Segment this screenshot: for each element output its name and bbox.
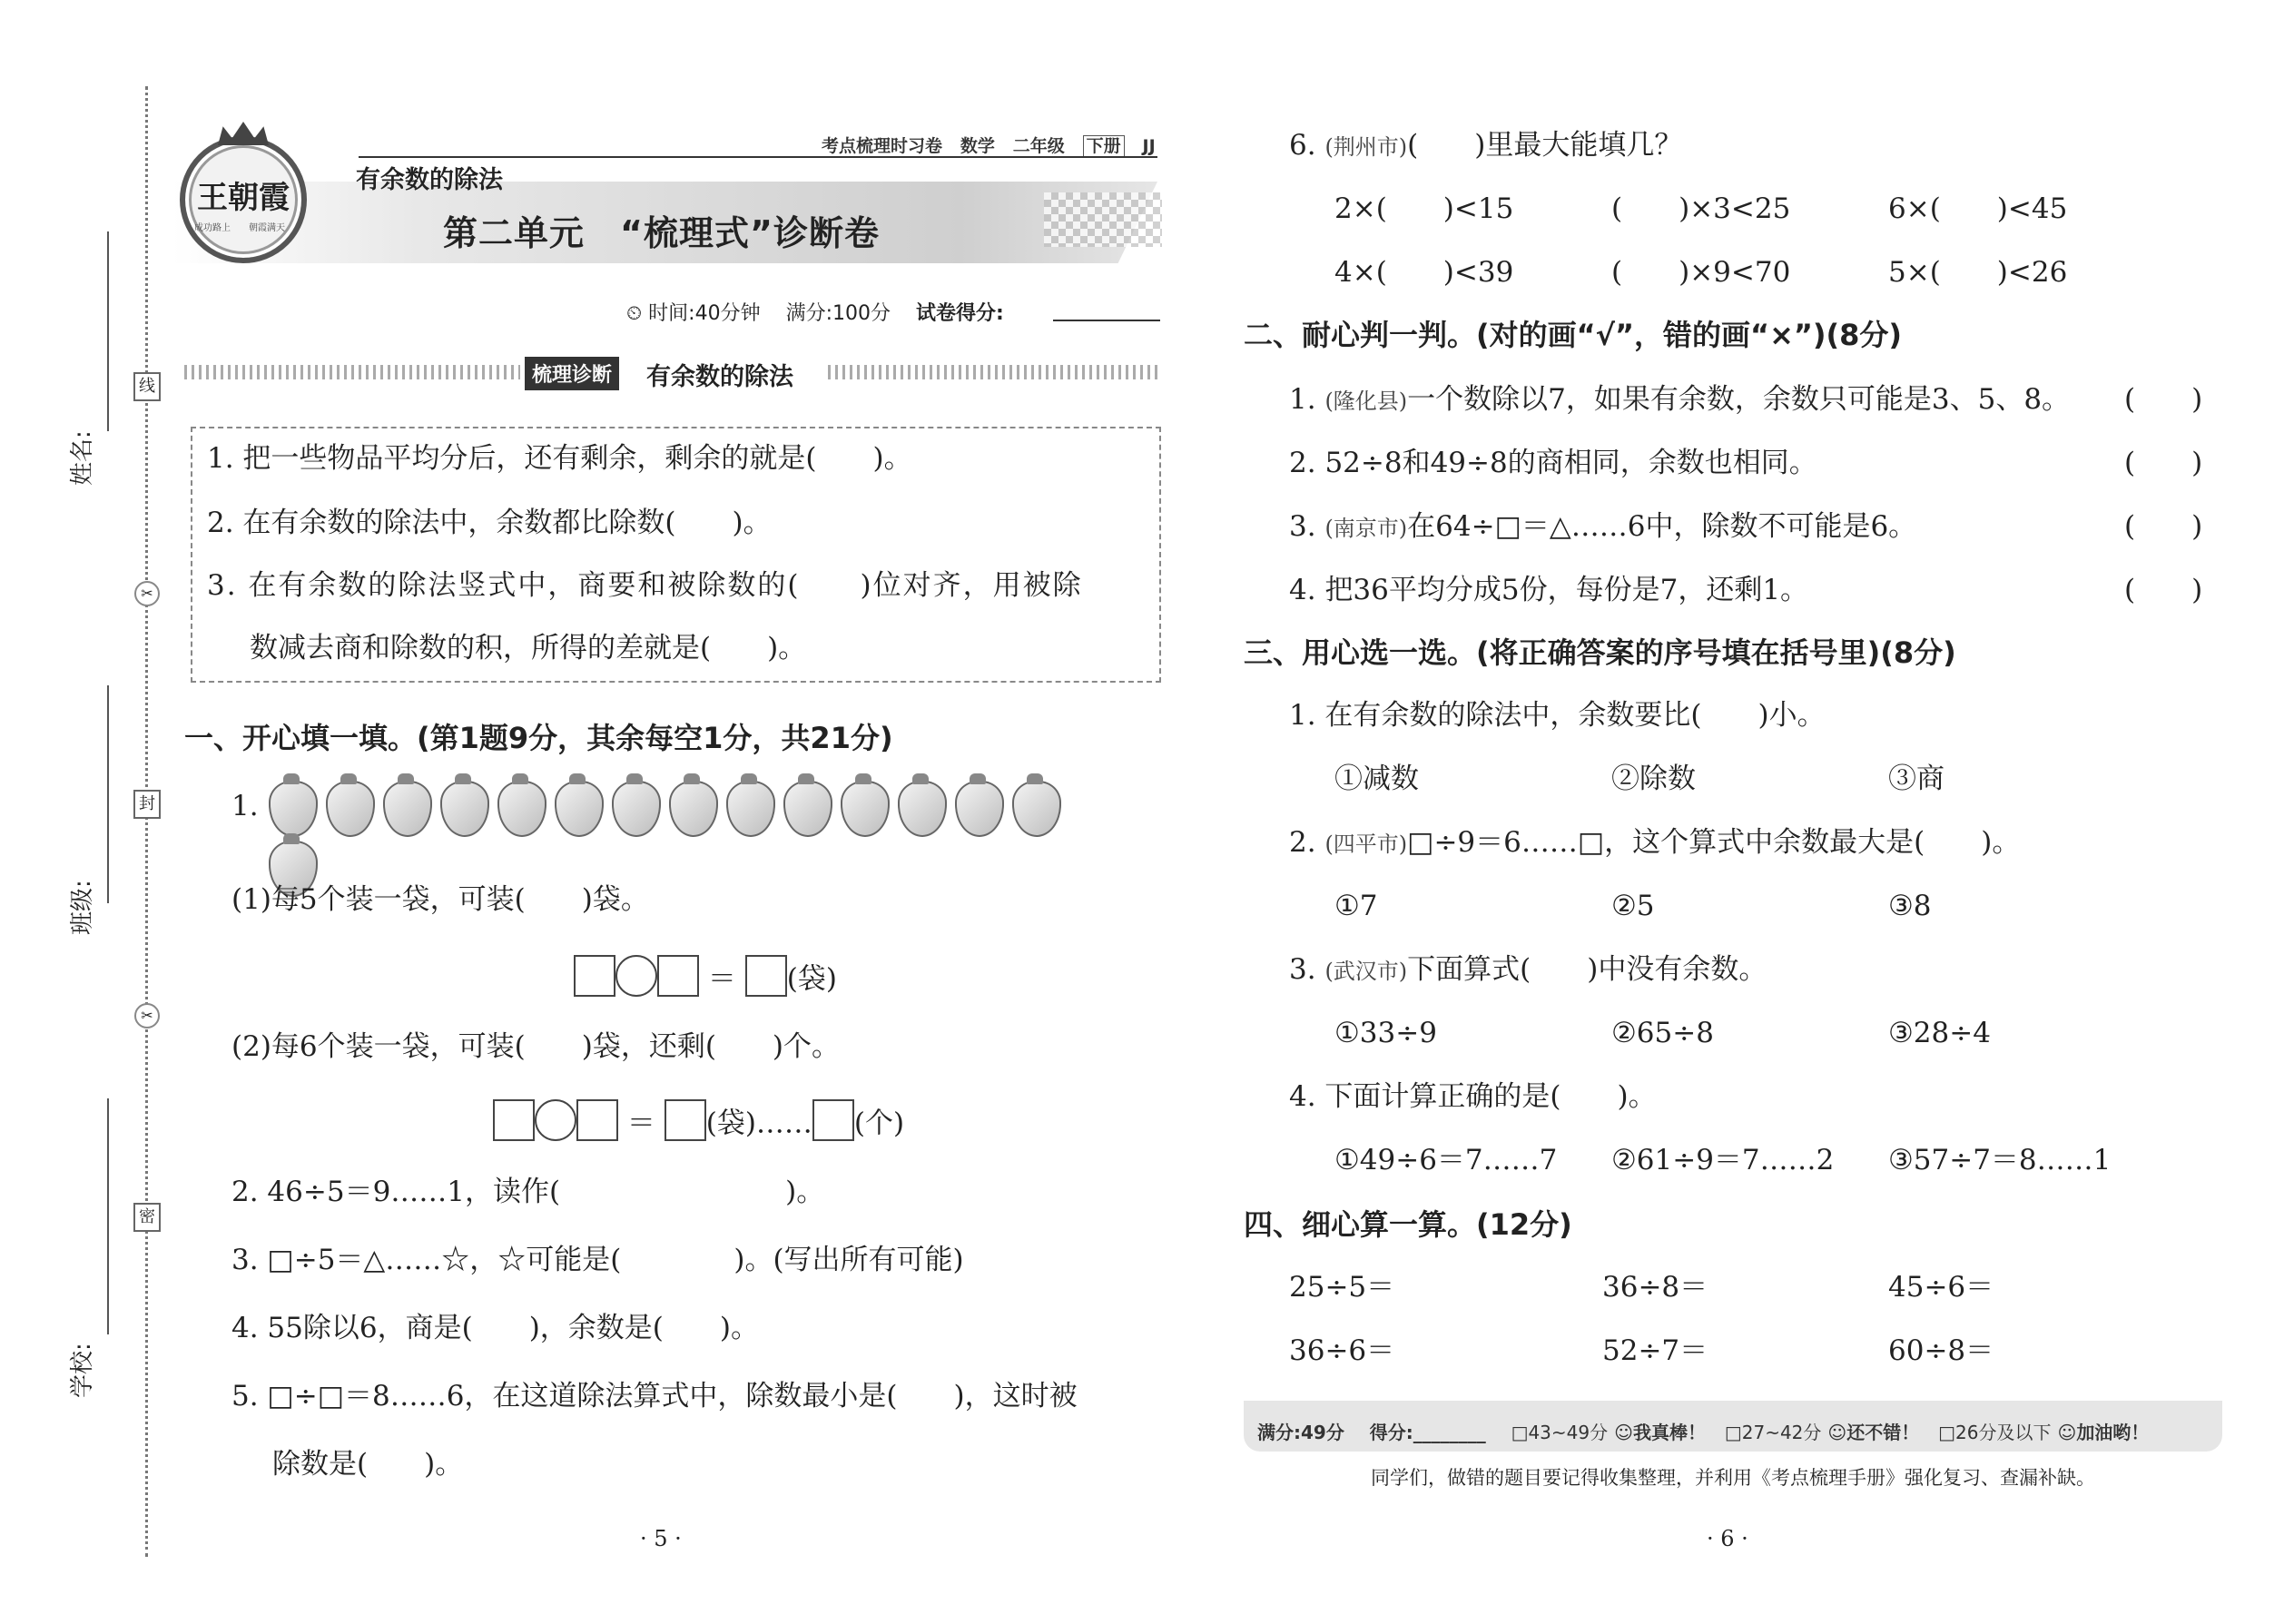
q6-item: 4×( )<39 [1334, 256, 1514, 289]
review-item: 3. 在有余数的除法竖式中，商要和被除数的( )位对齐，用被除 [207, 569, 1083, 602]
judge-answer-paren[interactable]: ( ) [2124, 574, 2203, 606]
choice-number: 2. [1289, 826, 1316, 859]
judge-text: 把36平均分成5份，每份是7，还剩1。 [1324, 574, 1809, 606]
choice-option[interactable]: ②除数 [1611, 763, 1696, 795]
choice-source: (武汉市) [1324, 959, 1408, 984]
review-badge: 梳理诊断 [525, 357, 619, 390]
judge-text: 一个数除以7，如果有余数，余数只可能是3、5、8。 [1407, 383, 2071, 416]
header-meta-rule [359, 156, 1157, 158]
q6-line [1289, 129, 1683, 162]
meta-score: 满分:100分 [785, 302, 891, 325]
q6-source: (荆州市) [1324, 134, 1408, 160]
footer-msg-1: 我真棒！ [1632, 1422, 1706, 1443]
smile-icon: ☺ [1614, 1422, 1633, 1443]
eggplant-icon [1012, 781, 1061, 837]
section1-heading: 一、开心填一填。(第1题9分，其余每空1分，共21分) [184, 721, 893, 755]
answer-box[interactable] [745, 955, 787, 997]
logo-text: 王朝霞 [197, 180, 290, 216]
answer-box[interactable] [665, 1099, 706, 1141]
binding-mark-feng: 封 [133, 790, 161, 819]
q1-number: 1. [231, 790, 259, 822]
section4-heading: 四、细心算一算。(12分) [1244, 1207, 1572, 1242]
choice-option[interactable]: ②61÷9＝7……2 [1611, 1144, 1835, 1176]
scissors-icon: ✂ [134, 581, 160, 606]
answer-box[interactable] [574, 955, 615, 997]
review-item: 2. 在有余数的除法中，余数都比除数( )。 [207, 507, 772, 539]
q6-item: 2×( )<15 [1334, 192, 1514, 225]
q4-text: 4. 55除以6，商是( )，余数是( )。 [231, 1312, 759, 1344]
header-subject: 数学 [960, 136, 995, 156]
judge-number: 3. [1289, 510, 1316, 543]
score-bar-content [1257, 1418, 2149, 1444]
unit-bags: (袋) [786, 962, 837, 996]
review-title: 有余数的除法 [646, 363, 793, 391]
footer-range-3[interactable]: □26分及以下 [1938, 1422, 2052, 1443]
q5-text-cont: 除数是( )。 [272, 1448, 464, 1481]
header-edition: JJ [1142, 136, 1156, 156]
equals-sign: ＝ [626, 1107, 655, 1140]
unit-bags-remainder: (袋)…… [705, 1107, 812, 1140]
eggplant-icon [726, 781, 775, 837]
q1-part-b: (2)每6个装一袋，可装( )袋，还剩( )个。 [231, 1030, 841, 1063]
smile-icon: ☺ [1827, 1422, 1847, 1443]
judge-answer-paren[interactable]: ( ) [2124, 383, 2203, 416]
name-label: 姓名: [69, 430, 96, 486]
header-series: 考点梳理时习卷 [822, 136, 943, 156]
class-field-line[interactable] [107, 685, 109, 903]
judge-item-1 [1289, 383, 2071, 416]
q6-text: ( )里最大能填几？ [1407, 129, 1683, 162]
judge-number: 2. [1289, 447, 1316, 479]
eggplant-icon [497, 781, 546, 837]
q1-a-equation [574, 955, 837, 997]
choice-option[interactable]: ③8 [1888, 890, 1932, 922]
clock-icon: ⏲ [626, 302, 643, 325]
eggplant-row [269, 781, 1086, 844]
meta-time: 时间:40分钟 [648, 302, 761, 325]
judge-item-4 [1289, 576, 1808, 605]
q3-text: 3. □÷5＝△……☆，☆可能是( )。(写出所有可能) [231, 1244, 964, 1276]
review-item: 1. 把一些物品平均分后，还有剩余，剩余的就是( )。 [207, 442, 912, 475]
binding-dashed-line [145, 86, 148, 1557]
judge-number: 4. [1289, 574, 1316, 606]
eggplant-icon [841, 781, 890, 837]
operator-circle[interactable] [615, 955, 657, 997]
choice-option[interactable]: ①49÷6＝7……7 [1334, 1144, 1558, 1176]
section3-heading: 三、用心选一选。(将正确答案的序号填在括号里)(8分) [1244, 635, 1956, 670]
equals-sign: ＝ [707, 962, 736, 996]
smile-icon: ☺ [2057, 1422, 2077, 1443]
page-title: 第二单元 “梳理式”诊断卷 [443, 213, 880, 253]
choice-option[interactable]: ③28÷4 [1888, 1017, 1991, 1049]
eggplant-icon [555, 781, 604, 837]
judge-answer-paren[interactable]: ( ) [2124, 510, 2203, 543]
choice-option[interactable]: ②65÷8 [1611, 1017, 1714, 1049]
logo-sub-right: 朝霞满天 [249, 223, 285, 233]
footer-full: 满分:49分 [1257, 1422, 1344, 1443]
logo-sub-left: 成功路上 [194, 223, 231, 233]
choice-option[interactable]: ①7 [1334, 890, 1378, 922]
footer-got[interactable]: 得分:________ [1369, 1422, 1486, 1443]
operator-circle[interactable] [535, 1099, 576, 1141]
eggplant-icon [669, 781, 718, 837]
judge-item-3 [1289, 510, 1917, 543]
calc-item: 25÷5＝ [1289, 1271, 1395, 1304]
choice-q4: 4. 下面计算正确的是( )。 [1289, 1080, 1657, 1113]
school-field-line[interactable] [107, 1098, 109, 1334]
choice-text: □÷9＝6……□，这个算式中余数最大是( )。 [1407, 826, 2021, 859]
choice-option[interactable]: ①33÷9 [1334, 1017, 1437, 1049]
calc-item: 60÷8＝ [1888, 1334, 1994, 1367]
brand-logo [180, 136, 307, 263]
judge-text: 52÷8和49÷8的商相同，余数也相同。 [1324, 447, 1817, 479]
choice-q3 [1289, 953, 1767, 986]
judge-answer-paren[interactable]: ( ) [2124, 447, 2203, 479]
q1-part-a: (1)每5个装一袋，可装( )袋。 [231, 883, 649, 916]
choice-source: (四平市) [1324, 832, 1408, 857]
judge-source: (隆化县) [1324, 389, 1408, 414]
q6-item: ( )×9<70 [1611, 256, 1791, 289]
q6-item: 6×( )<45 [1888, 192, 2068, 225]
eggplant-icon [898, 781, 947, 837]
choice-q1: 1. 在有余数的除法中，余数要比( )小。 [1289, 699, 1826, 732]
binding-mark-mi: 密 [133, 1203, 161, 1232]
q2-text: 2. 46÷5＝9……1，读作( )。 [231, 1176, 825, 1208]
judge-number: 1. [1289, 383, 1316, 416]
eggplant-icon [440, 781, 489, 837]
choice-option[interactable]: ③商 [1888, 763, 1944, 795]
scissors-icon: ✂ [134, 1003, 160, 1029]
class-label: 班级: [69, 880, 96, 935]
section2-heading: 二、耐心判一判。(对的画“√”，错的画“×”)(8分) [1244, 318, 1903, 352]
footer-range-1[interactable]: □43~49分 [1511, 1422, 1609, 1443]
answer-box[interactable] [812, 1099, 854, 1141]
eggplant-icon [326, 781, 375, 837]
header-grade: 二年级 [1012, 136, 1065, 156]
choice-number: 3. [1289, 953, 1316, 986]
q1-b-equation [493, 1099, 904, 1141]
header-checker [1044, 192, 1162, 247]
q6-number: 6. [1289, 129, 1316, 162]
meta-got: 试卷得分: [915, 302, 1004, 325]
eggplant-icon [612, 781, 661, 837]
calc-item: 45÷6＝ [1888, 1271, 1994, 1304]
choice-option[interactable]: ③57÷7＝8……1 [1888, 1144, 2112, 1176]
unit-items: (个) [853, 1107, 905, 1140]
exam-meta [626, 298, 1004, 326]
eggplant-icon [383, 781, 432, 837]
q6-item: ( )×3<25 [1611, 192, 1791, 225]
eggplant-icon [269, 781, 318, 837]
choice-option[interactable]: ②5 [1611, 890, 1655, 922]
eggplant-icon [783, 781, 832, 837]
footer-msg-3: 加油哟！ [2076, 1422, 2150, 1443]
header-volume: 下册 [1083, 135, 1125, 157]
review-bar-right [828, 365, 1160, 379]
binding-mark-xian: 线 [133, 372, 161, 401]
header-meta-row [822, 133, 1156, 157]
footer-range-2[interactable]: □27~42分 [1724, 1422, 1822, 1443]
calc-item: 36÷8＝ [1602, 1271, 1708, 1304]
choice-text: 下面算式( )中没有余数。 [1407, 953, 1767, 986]
answer-box[interactable] [657, 955, 699, 997]
choice-q2 [1289, 826, 2021, 859]
review-bar-left [184, 365, 520, 379]
choice-option[interactable]: ①减数 [1334, 763, 1419, 795]
school-label: 学校: [69, 1343, 96, 1398]
eggplant-icon [955, 781, 1004, 837]
logo-crown-icon [218, 122, 269, 145]
review-item: 数减去商和除数的积，所得的差就是( )。 [250, 632, 807, 664]
q5-text: 5. □÷□＝8……6，在这道除法算式中，除数最小是( )，这时被 [231, 1380, 1078, 1412]
judge-text: 在64÷□＝△……6中，除数不可能是6。 [1407, 510, 1917, 543]
judge-source: (南京市) [1324, 516, 1408, 541]
header-topic: 有余数的除法 [356, 166, 503, 194]
answer-box[interactable] [493, 1099, 535, 1141]
footer-msg-2: 还不错！ [1846, 1422, 1920, 1443]
page-number-right: · 6 · [1707, 1526, 1748, 1551]
calc-item: 36÷6＝ [1289, 1334, 1395, 1367]
name-field-line[interactable] [107, 231, 109, 431]
binding-strip [0, 0, 182, 1624]
score-underline[interactable] [1053, 320, 1160, 321]
footer-note: 同学们，做错的题目要记得收集整理，并利用《考点梳理手册》强化复习、查漏补缺。 [1371, 1467, 2095, 1489]
page-number-left: · 5 · [640, 1526, 682, 1551]
calc-item: 52÷7＝ [1602, 1334, 1708, 1367]
judge-item-2 [1289, 449, 1817, 477]
answer-box[interactable] [576, 1099, 618, 1141]
q6-item: 5×( )<26 [1888, 256, 2068, 289]
